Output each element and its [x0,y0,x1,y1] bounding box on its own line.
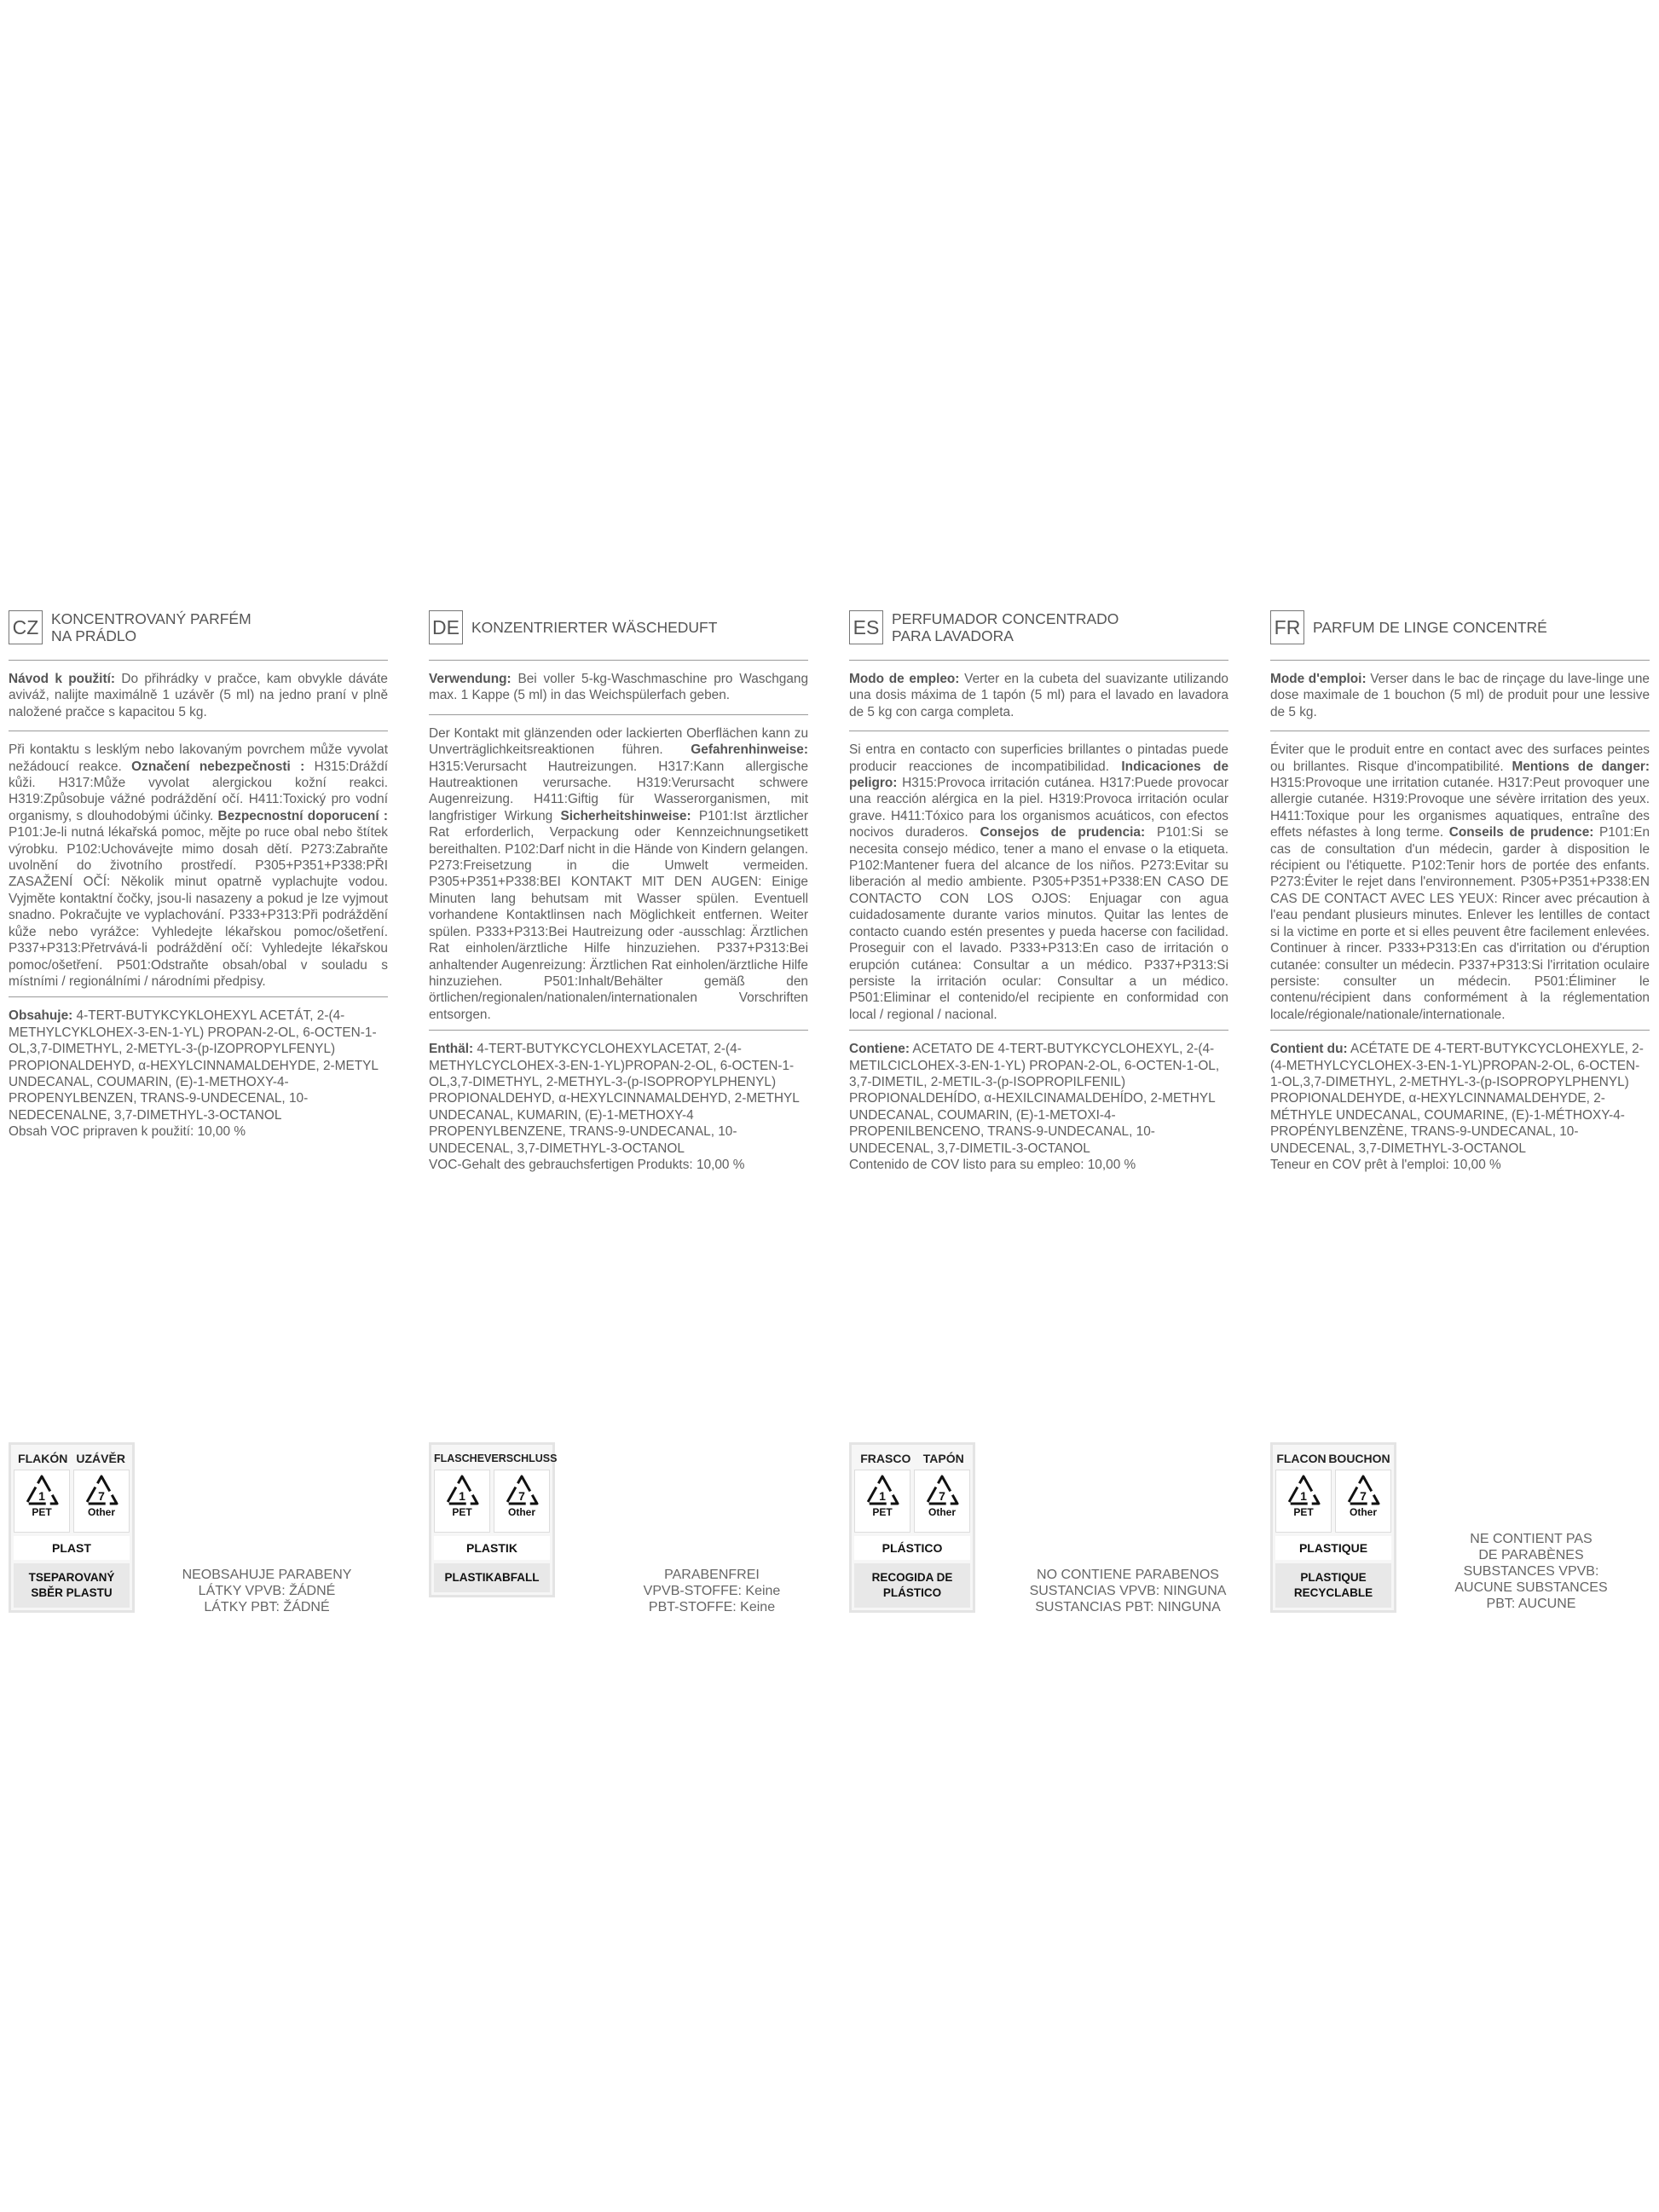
recycling-box-fr [1270,1442,1396,1613]
voc-content: VOC-Gehalt des gebrauchsfertigen Produkts: 10,00 % [429,1157,745,1172]
usage-label: Modo de empleo: [849,672,960,686]
usage-text: Do přihrádky v pračce, kam obvykle dáváte aviváž, nalijte maximálně 1 uzávěr (5 ml) na jedno praní v plně naložené pračce s kapacitou 5 kg. [9,672,388,719]
other-recycle-icon [914,1470,970,1533]
hazard-label: Označení nebezpečnosti : [131,759,305,774]
other-number: 7 [98,1489,105,1503]
other-label: Other [1349,1506,1377,1518]
bottle-label: FLAKÓN [18,1452,68,1465]
column-header [9,607,388,661]
ingredients [9,1008,388,1123]
cap-label: VERSCHLUSS [484,1453,558,1464]
bottle-label: FRASCO [860,1452,911,1465]
other-recycle-icon [494,1470,550,1533]
cap-label: UZÁVĚR [76,1452,125,1465]
hazard-label: Gefahrenhinweise: [691,742,808,758]
pet-number: 1 [459,1489,465,1503]
precaution-label: Conseils de prudence: [1448,825,1594,840]
ingredients [849,1041,1228,1157]
ingredients-text: ACETATO DE 4-TERT-BUTYKCYCLOHEXYL, 2-(4-METILCICLOHEX-3-EN-1-YL) PROPAN-2-OL, 6-OCTEN-1-OL, 3,7-DIMETIL, 2-METIL-3-(p-ISOPROPILFENIL) PROPIONALDEHÍDO, α-HEXILCINAMALDEHÍDO, 2-METHYL UNDECANAL, COUMARIN, (E)-1-METOXI-4-PROPENILBENCENO, TRANS-9-UNDECANAL, 10-UNDECENAL, 3,7-DIMETIL-3-OCTANOL [849,1042,1220,1156]
pet-number: 1 [38,1489,45,1503]
other-number: 7 [518,1489,525,1503]
column-header [1270,607,1650,661]
precaution-label: Consejos de prudencia: [980,825,1146,840]
substance-note-fr: NE CONTIENT PAS DE PARABÈNES SUBSTANCES VPVB: AUCUNE SUBSTANCES PBT: AUCUNE [1454,1532,1608,1611]
recycling-header [1275,1447,1391,1470]
product-title: PARFUM DE LINGE CONCENTRÉ [1313,619,1547,636]
voc-content: Contenido de COV listo para su empleo: 10,00 % [849,1157,1136,1172]
substance-note-de: PARABENFREI VPVB-STOFFE: Keine PBT-STOFFE: Keine [643,1568,781,1614]
other-recycle-icon [73,1470,130,1533]
precaution-text: P101:En cas de consultation d'un médecin, garder à disposition le récipient ou l'étiquette. P102:Tenir hors de portée des enfants. P273:Éviter le rejet dans l'environnement. P305+P351+P338:EN CAS DE CONTACT AVEC LES YEUX: Rincer avec précaution à l'eau pendant plusieurs minutes. Enlever les lentilles de contact si la victime en porte et si elles peuvent être facilement enlevées. Continuer à rincer. P333+P313:En cas d'irritation ou d'éruption cutanée: consulter un médecin. P337+P313:Si l'irritation oculaire persiste: consulter un médecin. P501:Éliminer le contenu/récipient dans conformément à la réglementation locale/régionale/nationale/internationale. [1270,825,1650,1022]
material-label: PLASTIQUE [1275,1536,1391,1560]
product-title: PERFUMADOR CONCENTRADO PARA LAVADORA [892,610,1119,644]
ingredients [1270,1041,1650,1157]
usage-label: Návod k použití: [9,672,115,686]
usage-instructions [1270,671,1650,731]
recycling-box-de [429,1442,558,1597]
other-number: 7 [1360,1489,1367,1503]
recycling-icons [1275,1470,1391,1533]
pet-number: 1 [879,1489,886,1503]
hazard-text: H315:Provoca irritación cutánea. H317:Puede provocar una reacción alérgica en la piel. H319:Provoca irritación ocular grave. H411:Tóxico para los organismos acuáticos, con efectos nocivos duraderos. [849,776,1228,840]
language-code: ES [849,610,883,644]
hazard-label: Mentions de danger: [1512,759,1650,774]
voc-content: Teneur en COV prêt à l'emploi: 10,00 % [1270,1157,1501,1172]
recycling-icons [434,1470,550,1533]
hazard-text: H315:Provoque une irritation cutanée. H317:Peut provoquer une allergie cutanée. H319:Provoque une sévère irritation des yeux. H411:Toxique pour les organismes aquatiques, entraîne des effets néfastes à long terme. [1270,776,1650,840]
hazard-text: H315:Verursacht Hautreizungen. H317:Kann allergische Hautreaktionen verursache. H319:Verursacht schwere Augenreizung. H411:Giftig für Wasserorganismen, mit langfristiger Wirkung [429,759,808,823]
other-label: Other [507,1506,535,1518]
material-label: PLASTIK [434,1536,550,1560]
precaution-label: Bezpecnostní doporucení : [217,808,388,823]
recycling-header [14,1447,130,1470]
usage-instructions [9,671,388,731]
other-label: Other [87,1506,115,1518]
pet-label: PET [872,1506,893,1518]
bottle-label: FLASCHE [434,1453,485,1464]
label-column-es [849,607,1228,1173]
ingredients-text: 4-TERT-BUTYKCYKLOHEXYL ACETÁT, 2-(4-METHYLCYKLOHEX-3-EN-1-YL) PROPAN-2-OL, 6-OCTEN-1-OL,3,7-DIMETHYL, 2-METYL-3-(p-IZOPROPYLFENYL) PROPIONALDEHYD, α-HEXYLCINNAMALDEHYDE, 2-METYL UNDECANAL, COUMARIN, (E)-1-METHOXY-4-PROPENYLBENZEN, TRANS-9-UNDECENAL, 10-NEDECENALNE, 3,7-DIMETHYL-3-OCTANOL [9,1008,379,1123]
label-column-de [429,607,808,1173]
recycling-icons [14,1470,130,1533]
pet-label: PET [1293,1506,1314,1518]
other-label: Other [928,1506,956,1518]
language-code: CZ [9,610,43,644]
voc-content: Obsah VOC pripraven k použití: 10,00 % [9,1124,246,1140]
cap-label: BOUCHON [1328,1452,1390,1465]
precaution-text: P101:Je-li nutná lékařská pomoc, mějte po ruce obal nebo štítek výrobku. P102:Uchovávejte mimo dosah dětí. P273:Zabraňte uvolnění do životního prostředí. P305+P351+P338:PŘI ZASAŽENÍ OČÍ: Několik minut opatrně vyplachujte vodou. Vyjměte kontaktní čočky, jsou-li nasazeny a pokud je lze vyjmout snadno. Pokračujte ve vyplachování. P333+P313:Při podráždění kůže nebo vyrážce: Vyhledejte lékařskou pomoc/ošetření. P337+P313:Přetrvává-li podráždění očí: Vyhledejte lékařskou pomoc/ošetření. P501:Odstraňte obsah/obal v souladu s místními / regionálními / národními předpisy. [9,825,388,989]
product-title: KONZENTRIERTER WÄSCHEDUFT [471,619,718,636]
recycling-icons [854,1470,970,1533]
usage-instructions [429,671,808,715]
recycling-bin-label: PLASTIQUE RECYCLABLE [1275,1563,1391,1608]
precaution-label: Sicherheitshinweise: [560,808,691,823]
recycling-header [854,1447,970,1470]
material-label: PLÁSTICO [854,1536,970,1560]
material-label: PLAST [14,1536,130,1560]
ingredients-label: Obsahuje: [9,1008,73,1024]
language-code: FR [1270,610,1304,644]
bottle-label: FLACON [1276,1452,1327,1465]
hazard-label: Indicaciones de peligro: [849,759,1228,791]
usage-label: Mode d'emploi: [1270,672,1367,686]
ingredients-label: Contient du: [1270,1042,1348,1057]
hazard-statements [849,742,1228,1031]
pet-label: PET [32,1506,52,1518]
label-column-cz [9,607,388,1141]
precaution-text: P101:Ist ärztlicher Rat erforderlich, Verpackung oder Kennzeichnungsetikett bereithalten. P102:Darf nicht in die Hände von Kindern gelangen. P273:Freisetzung in die Umwelt vermeiden. P305+P351+P338:BEI KONTAKT MIT DEN AUGEN: Einige Minuten lang behutsam mit Wasser spülen. Eventuell vorhandene Kontaktlinsen nach Möglichkeit entfernen. Weiter spülen. P333+P313:Bei Hautreizung oder -ausschlag: Ärztlichen Rat einholen/ärztliche Hilfe hinzuziehen. P337+P313:Bei anhaltender Augenreizung: Ärztlichen Rat einholen/ärztliche Hilfe hinzuziehen. P501:Inhalt/Behälter gemäß den örtlichen/regionalen/nationalen/internationalen Vorschriften entsorgen. [429,808,808,1022]
hazard-text: H315:Dráždí kůži. H317:Může vyvolat alergickou kožní reakci. H319:Způsobuje vážné podráždění očí. H411:Toxický pro vodní organismy, s dlouhodobými účinky. [9,759,388,823]
substance-note-cz: NEOBSAHUJE PARABENY LÁTKY VPVB: ŽÁDNÉ LÁTKY PBT: ŽÁDNÉ [182,1568,352,1614]
hazard-intro: Při kontaktu s lesklým nebo lakovaným povrchem může vyvolat nežádoucí reakce. [9,742,388,774]
ingredients-text: ACÉTATE DE 4-TERT-BUTYKCYCLOHEXYLE, 2-(4-METHYLCYCLOHEX-3-EN-1-YL)PROPAN-2-OL, 6-OCTEN-1-OL,3,7-DIMETHYL, 2-METHYL-3-(p-ISOPROPYLPHENYL) PROPIONALDEHYDE, α-HEXYLCINNAMALDEHYDE, 2-MÉTHYLE UNDECANAL, COUMARINE, (E)-1-MÉTHOXY-4-PROPÉNYLBENZÈNE, TRANS-9-UNDECANAL, 10-UNDECENAL, 3,7-DIMETHYL-3-OCTANOL [1270,1042,1644,1156]
usage-text: Verter en la cubeta del suavizante utilizando una dosis máxima de 1 tapón (5 ml) para el lavado en lavadora de 5 kg con carga completa. [849,672,1228,719]
language-code: DE [429,610,463,644]
usage-text: Bei voller 5-kg-Waschmaschine pro Waschgang max. 1 Kappe (5 ml) in das Weichspülerfach geben. [429,672,808,703]
pet-number: 1 [1300,1489,1307,1503]
usage-instructions [849,671,1228,731]
recycling-box-es [849,1442,975,1613]
recycling-header [434,1447,558,1470]
column-header [849,607,1228,661]
hazard-intro: Si entra en contacto con superficies brillantes o pintadas puede producir reacciones de incompatibilidad. [849,742,1228,774]
pet-recycle-icon [434,1470,490,1533]
substance-note-es: NO CONTIENE PARABENOS SUSTANCIAS VPVB: NINGUNA SUSTANCIAS PBT: NINGUNA [1029,1568,1227,1614]
column-header [429,607,808,661]
cap-label: TAPÓN [922,1452,964,1465]
precaution-text: P101:Si se necesita consejo médico, tener a mano el envase o la etiqueta. P102:Mantener fuera del alcance de los niños. P273:Evitar su liberación al medio ambiente. P305+P351+P338:EN CASO DE CONTACTO CON LOS OJOS: Enjuagar con agua cuidadosamente durante varios minutos. Quitar las lentes de contacto cuando estén presentes y pueda hacerse con facilidad. Proseguir con el lavado. P333+P313:En caso de irritación o erupción cutánea: Consultar a un médico. P337+P313:Si persiste la irritación ocular: Consultar a un médico. P501:Eliminar el contenido/el recipiente en conformidad con local / regional / nacional. [849,825,1228,1022]
pet-recycle-icon [854,1470,910,1533]
recycling-box-cz [9,1442,135,1613]
hazard-intro: Éviter que le produit entre en contact avec des surfaces peintes ou brillantes. Risque d'incompatibilité. [1270,742,1650,774]
recycling-bin-label: RECOGIDA DE PLÁSTICO [854,1563,970,1608]
other-number: 7 [939,1489,945,1503]
ingredients-text: 4-TERT-BUTYKCYCLOHEXYLACETAT, 2-(4-METHYLCYCLOHEX-3-EN-1-YL)PROPAN-2-OL, 6-OCTEN-1-OL,3,7-DIMETHYL, 2-METHYL-3-(p-ISOPROPYLPHENYL) PROPIONALDEHYD, α-HEXYLCINNAMALDEHYD, 2-METHYL UNDECANAL, KUMARIN, (E)-1-METHOXY-4 PROPENYLBENZENE, TRANS-9-UNDECANAL, 10-UNDECENAL, 3,7-DIMETHYL-3-OCTANOL [429,1042,800,1156]
label-column-fr [1270,607,1650,1173]
recycling-bin-label: PLASTIKABFALL [434,1563,550,1592]
recycling-bin-label: TSEPAROVANÝ SBĚR PLASTU [14,1563,130,1608]
usage-label: Verwendung: [429,672,512,686]
ingredients-label: Contiene: [849,1042,910,1057]
ingredients [429,1041,808,1157]
hazard-statements [429,725,808,1031]
product-title: KONCENTROVANÝ PARFÉM NA PRÁDLO [51,610,251,644]
pet-recycle-icon [14,1470,70,1533]
ingredients-label: Enthäl: [429,1042,474,1057]
usage-text: Verser dans le bac de rinçage du lave-linge une dose maximale de 1 bouchon (5 ml) de produit pour une lessive de 5 kg. [1270,672,1650,719]
other-recycle-icon [1335,1470,1391,1533]
pet-label: PET [452,1506,472,1518]
hazard-statements [9,742,388,997]
hazard-statements [1270,742,1650,1031]
hazard-intro: Der Kontakt mit glänzenden oder lackierten Oberflächen kann zu Unverträglichkeitsreaktionen führen. [429,725,808,758]
pet-recycle-icon [1275,1470,1332,1533]
